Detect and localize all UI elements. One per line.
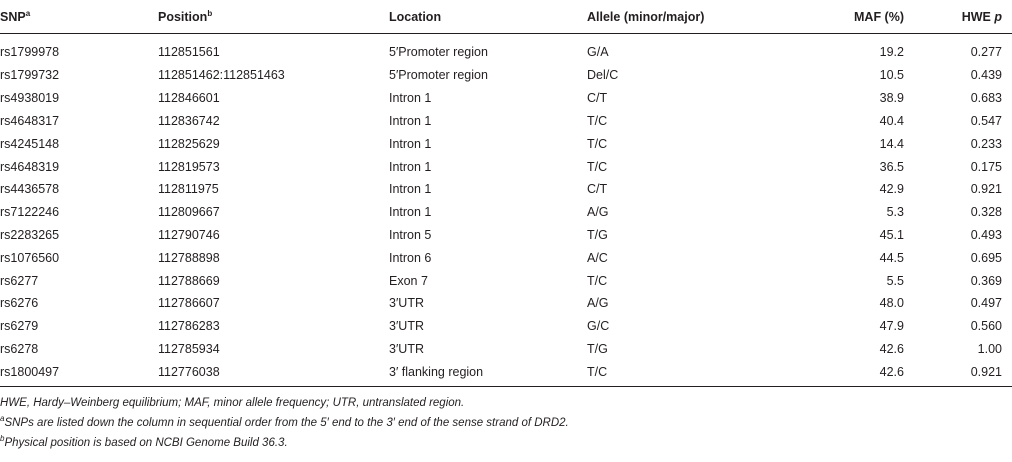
cell-location: Intron 6 — [389, 250, 432, 265]
cell-allele: T/C — [587, 273, 608, 288]
cell-maf: 38.9 — [879, 91, 904, 106]
cell-hwe: 0.233 — [970, 136, 1002, 151]
cell-maf: 48.0 — [879, 296, 904, 311]
cell-hwe: 0.328 — [970, 205, 1002, 220]
table-row — [0, 178, 1012, 201]
cell-hwe: 0.439 — [970, 68, 1002, 83]
footnote-marker-b: b — [207, 8, 213, 18]
cell-maf: 5.5 — [886, 273, 904, 288]
table-row — [0, 246, 1012, 269]
cell-allele: Del/C — [587, 68, 619, 83]
table-row — [0, 269, 1012, 292]
cell-snp: rs4245148 — [0, 136, 60, 151]
cell-snp: rs6276 — [0, 296, 39, 311]
cell-location: Intron 1 — [389, 159, 432, 174]
cell-position: 112776038 — [158, 360, 389, 386]
cell-hwe: 0.560 — [970, 319, 1002, 334]
cell-position: 112785934 — [158, 341, 220, 356]
cell-hwe: 0.369 — [970, 273, 1002, 288]
cell-maf: 5.3 — [886, 205, 904, 220]
cell-allele: T/C — [587, 136, 608, 151]
table-row — [0, 315, 1012, 338]
cell-snp: rs2283265 — [0, 227, 60, 242]
cell-allele: T/G — [587, 341, 608, 356]
cell-maf: 19.2 — [879, 45, 904, 59]
cell-hwe: 0.921 — [914, 360, 1012, 386]
cell-position: 112809667 — [158, 205, 220, 220]
cell-location: Exon 7 — [389, 273, 428, 288]
cell-allele: T/C — [587, 113, 608, 128]
cell-position: 112786283 — [158, 319, 220, 334]
cell-location: 3′UTR — [389, 296, 424, 311]
cell-allele: T/C — [587, 159, 608, 174]
cell-location: 3′UTR — [389, 319, 424, 334]
header-snp: SNP$^a$ — [0, 0, 158, 34]
table-row — [0, 224, 1012, 247]
header-location: Location — [389, 0, 587, 34]
footnote-b: $^b$Physical position is based on NCBI Genome Build 36.3. — [0, 434, 288, 450]
cell-maf: 14.4 — [879, 136, 904, 151]
cell-snp: rs4938019 — [0, 91, 60, 106]
cell-location: Intron 1 — [389, 91, 432, 106]
cell-hwe: 0.695 — [970, 250, 1002, 265]
header-maf: MAF (%) — [785, 0, 914, 34]
cell-location: Intron 5 — [389, 227, 432, 242]
cell-allele: T/G — [587, 227, 608, 242]
cell-position: 112788898 — [158, 250, 220, 265]
cell-location: 5′Promoter region — [389, 68, 488, 83]
cell-maf: 47.9 — [879, 319, 904, 334]
table-footnotes — [0, 393, 1012, 453]
cell-snp: rs1799732 — [0, 68, 60, 83]
cell-location: 5′Promoter region — [389, 45, 488, 59]
cell-snp: rs1799978 — [0, 45, 60, 59]
cell-allele: T/C — [587, 360, 785, 386]
table-body — [0, 34, 1012, 387]
cell-position: 112851462:112851463 — [158, 68, 285, 83]
footnote-a: $^a$SNPs are listed down the column in sequential order from the 5′ end to the 3′ end of the sense strand of DRD2. — [0, 414, 569, 430]
cell-maf: 44.5 — [879, 250, 904, 265]
cell-maf: 10.5 — [879, 68, 904, 83]
cell-allele: G/C — [587, 319, 610, 334]
cell-allele: A/G — [587, 205, 609, 220]
footnote-marker-a: a — [25, 8, 31, 18]
cell-allele: A/G — [587, 296, 609, 311]
cell-hwe: 0.175 — [970, 159, 1002, 174]
header-position: Position$^b$ — [158, 0, 389, 34]
cell-snp: rs6278 — [0, 341, 39, 356]
cell-location: Intron 1 — [389, 205, 432, 220]
table-row — [0, 360, 1012, 386]
cell-location: Intron 1 — [389, 113, 432, 128]
header-hwe: HWE p — [914, 0, 1012, 34]
table-row — [0, 155, 1012, 178]
cell-maf: 45.1 — [879, 227, 904, 242]
table-row — [0, 110, 1012, 133]
cell-snp: rs4648317 — [0, 113, 60, 128]
cell-maf: 42.6 — [879, 341, 904, 356]
cell-maf: 36.5 — [879, 159, 904, 174]
cell-position: 112790746 — [158, 227, 220, 242]
cell-allele: G/A — [587, 45, 609, 59]
cell-snp: rs6279 — [0, 319, 39, 334]
cell-snp: rs1076560 — [0, 250, 60, 265]
cell-position: 112819573 — [158, 159, 220, 174]
cell-maf: 42.6 — [785, 360, 914, 386]
cell-allele: A/C — [587, 250, 608, 265]
cell-hwe: 0.277 — [970, 45, 1002, 59]
table-row — [0, 201, 1012, 224]
cell-hwe: 0.547 — [970, 113, 1002, 128]
cell-position: 112836742 — [158, 113, 220, 128]
table-row — [0, 292, 1012, 315]
cell-snp: rs1800497 — [0, 360, 158, 386]
table-row — [0, 87, 1012, 110]
cell-snp: rs7122246 — [0, 205, 60, 220]
cell-position: 112846601 — [158, 91, 220, 106]
cell-hwe: 0.497 — [970, 296, 1002, 311]
table-row — [0, 64, 1012, 87]
cell-allele: C/T — [587, 91, 608, 106]
cell-position: 112788669 — [158, 273, 220, 288]
cell-hwe: 1.00 — [977, 341, 1002, 356]
cell-position: 112851561 — [158, 45, 220, 59]
cell-hwe: 0.921 — [970, 182, 1002, 197]
cell-location: 3′UTR — [389, 341, 424, 356]
cell-snp: rs4436578 — [0, 182, 60, 197]
header-allele: Allele (minor/major) — [587, 0, 785, 34]
cell-location: Intron 1 — [389, 136, 432, 151]
cell-hwe: 0.493 — [970, 227, 1002, 242]
cell-location: 3′ flanking region — [389, 360, 587, 386]
cell-snp: rs6277 — [0, 273, 39, 288]
cell-hwe: 0.683 — [970, 91, 1002, 106]
footnote-abbreviations: HWE, Hardy–Weinberg equilibrium; MAF, minor allele frequency; UTR, untranslated region. — [0, 397, 465, 410]
cell-position: 112786607 — [158, 296, 220, 311]
cell-allele: C/T — [587, 182, 608, 197]
table-row — [0, 132, 1012, 155]
table-row — [0, 338, 1012, 361]
cell-snp: rs4648319 — [0, 159, 60, 174]
cell-position: 112811975 — [158, 182, 219, 197]
cell-maf: 42.9 — [879, 182, 904, 197]
cell-location: Intron 1 — [389, 182, 432, 197]
cell-maf: 40.4 — [879, 113, 904, 128]
cell-position: 112825629 — [158, 136, 220, 151]
table-header-row — [0, 0, 1012, 34]
table-row — [0, 34, 1012, 65]
